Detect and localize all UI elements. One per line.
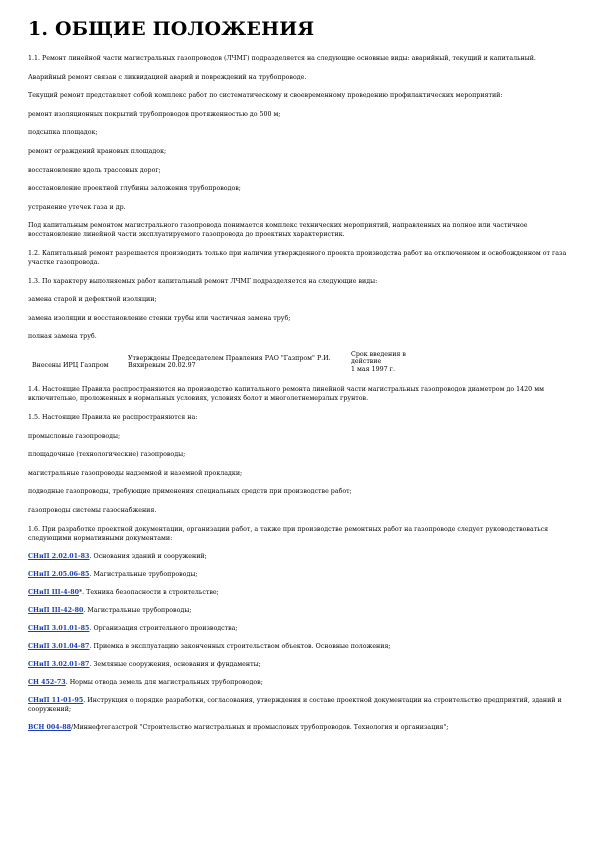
approved-by: Утверждены Председателем Правления РАО "Газпром" Р.И. Вяхиревым 20.02.97	[128, 354, 331, 370]
reference-link[interactable]: СНиП 2.05.06-85	[28, 571, 90, 579]
list-item: промысловые газопроводы;	[28, 432, 121, 440]
reference-title: . Инструкция о порядке разработки, согласования, утверждения и составе проектной документации на строительство предприятий, зданий и сооружений;	[28, 697, 562, 714]
references-list	[28, 552, 567, 732]
reference-item	[28, 723, 567, 732]
list-item: площадочные (технологические) газопроводы;	[28, 451, 186, 459]
list-item: ремонт изоляционных покрытий трубопроводов протяженностью до 500 м;	[28, 110, 281, 118]
list-item: восстановление вдоль трассовых дорог;	[28, 166, 161, 174]
paragraph: 1.2. Капитальный ремонт разрешается производить только при наличии утвержденного проекта производства работ на отключенном и освобожденном от газа участке газопровода.	[28, 249, 567, 266]
effective-date-block	[351, 351, 431, 374]
effective-date: 1 мая 1997 г.	[351, 365, 395, 373]
reference-item	[28, 696, 567, 714]
reference-link[interactable]: СН 452-73	[28, 679, 66, 687]
effective-label: Срок введения в действие	[351, 350, 406, 366]
list-item: замена старой и дефектной изоляции;	[28, 296, 157, 304]
paragraph: Аварийный ремонт связан с ликвидацией аварий и повреждений на трубопроводе.	[28, 73, 307, 81]
reference-title: /Миннефтегазстрой "Строительство магистральных и промысловых трубопроводов. Технология и организация";	[71, 724, 449, 732]
reference-link[interactable]: СНиП 3.01.01-85	[28, 625, 90, 633]
list-item: полная замена труб.	[28, 333, 97, 341]
reference-item	[28, 606, 567, 615]
reference-link[interactable]: СНиП III-42-80	[28, 607, 84, 615]
paragraph: 1.4. Настоящие Правила распространяются на производство капитального ремонта линейной части магистральных газопроводов диаметром до 1420 мм включительно, проложенных в нормальных условиях, условиях болот и многолетнемерзлых грунтов.	[28, 386, 544, 403]
reference-link[interactable]: СНиП 11-01-95	[28, 697, 84, 705]
intro-section	[28, 54, 567, 341]
reference-title: . Основания зданий и сооружений;	[89, 553, 207, 561]
paragraph: 1.5. Настоящие Правила не распространяются на:	[28, 414, 198, 421]
reference-title: . Организация строительного производства;	[89, 625, 238, 633]
reference-title: . Магистральные трубопроводы;	[89, 571, 198, 579]
list-item: ремонт ограждений крановых площадок;	[28, 147, 167, 155]
reference-item	[28, 570, 567, 579]
list-item: восстановление проектной глубины заложения трубопроводов;	[28, 185, 241, 193]
page-title: 1. ОБЩИЕ ПОЛОЖЕНИЯ	[28, 18, 315, 40]
reference-item	[28, 678, 567, 687]
reference-title: . Приемка в эксплуатацию законченных строительством объектов. Основные положения;	[89, 643, 391, 651]
reference-title: . Земляные сооружения, основания и фундаменты;	[89, 661, 261, 669]
reference-link[interactable]: СНиП III-4-80	[28, 589, 79, 597]
reference-link[interactable]: СНиП 3.02.01-87	[28, 661, 90, 669]
reference-link[interactable]: СНиП 3.01.04-87	[28, 643, 90, 651]
reference-item	[28, 588, 567, 597]
reference-title: . Нормы отвода земель для магистральных трубопроводов;	[65, 679, 263, 687]
list-item: подсыпка площадок;	[28, 129, 98, 137]
paragraph: Текущий ремонт представляет собой комплекс работ по систематическому и своевременному проведению профилактических мероприятий:	[28, 92, 503, 100]
paragraph: 1.6. При разработке проектной документации, организации работ, а также при производстве ремонтных работ на газопроводе следует руководствоваться следующими нормативными документами:	[28, 525, 549, 542]
reference-item	[28, 660, 567, 669]
reference-title: . Магистральные трубопроводы;	[83, 607, 192, 615]
list-item: замена изоляции и восстановление стенки трубы или частичная замена труб;	[28, 314, 291, 322]
list-item: магистральные газопроводы надземной и наземной прокладки;	[28, 469, 243, 477]
scope-section	[28, 385, 567, 542]
paragraph: 1.1. Ремонт линейной части магистральных газопроводов (ЛЧМГ) подразделяется на следующие основные виды: аварийный, текущий и капитальный.	[28, 55, 536, 62]
approval-block	[28, 351, 567, 374]
reference-title: *. Техника безопасности в строительстве;	[78, 589, 219, 597]
reference-link[interactable]: СНиП 2.02.01-83	[28, 553, 90, 561]
introduced-by: Внесены ИРЦ Газпром	[32, 361, 109, 369]
reference-item	[28, 552, 567, 561]
list-item: устранение утечек газа и др.	[28, 203, 126, 211]
list-item: газопроводы системы газоснабжения.	[28, 506, 157, 514]
paragraph: Под капитальным ремонтом магистрального газопровода понимается комплекс технических мероприятий, направленных на полное или частичное восстановление линейной части эксплуатируемого газопровода до проектных характеристик.	[28, 222, 528, 239]
reference-link[interactable]: ВСН 004-88	[28, 724, 71, 732]
paragraph: 1.3. По характеру выполняемых работ капитальный ремонт ЛЧМГ подразделяется на следующие виды:	[28, 277, 378, 285]
list-item: подводные газопроводы, требующие применения специальных средств при производстве работ;	[28, 488, 352, 496]
reference-item	[28, 642, 567, 651]
reference-item	[28, 624, 567, 633]
